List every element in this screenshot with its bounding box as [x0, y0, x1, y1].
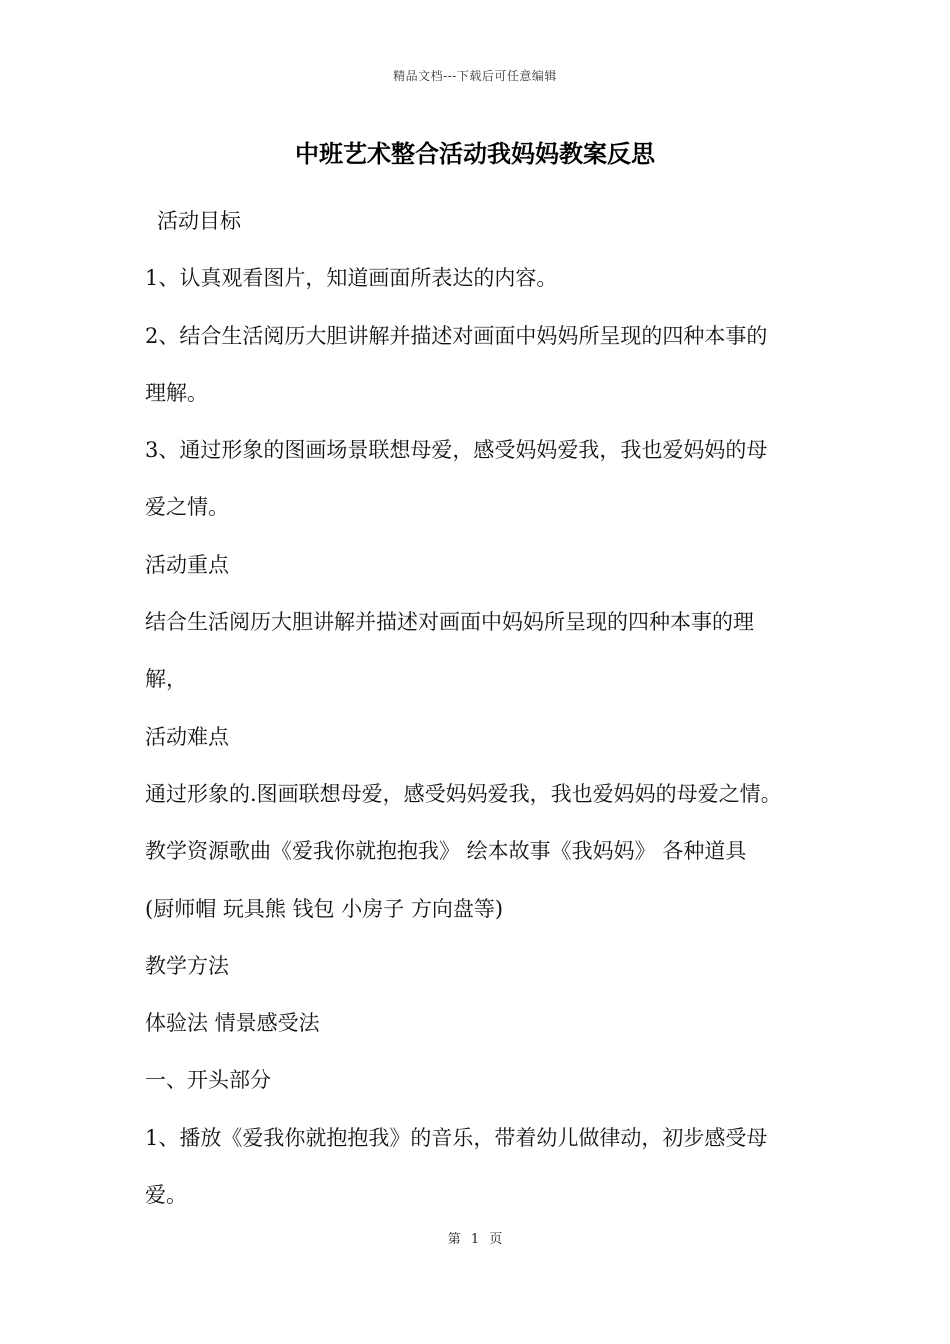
paragraph-line: 3、通过形象的图画场景联想母爱，感受妈妈爱我，我也爱妈妈的母 [145, 438, 768, 463]
paragraph-line: 爱。 [145, 1183, 187, 1208]
document-title: 中班艺术整合活动我妈妈教案反思 [295, 139, 655, 168]
paragraph-line: 解， [145, 667, 187, 692]
paragraph-line: 通过形象的.图画联想母爱，感受妈妈爱我，我也爱妈妈的母爱之情。 [145, 781, 782, 806]
paragraph-line: 结合生活阅历大胆讲解并描述对画面中妈妈所呈现的四种本事的理 [145, 610, 754, 635]
paragraph-line: 1、认真观看图片，知道画面所表达的内容。 [145, 266, 558, 291]
paragraph-line: 2、结合生活阅历大胆讲解并描述对画面中妈妈所呈现的四种本事的 [145, 323, 768, 348]
page-header: 精品文档---下载后可任意编辑 [393, 69, 557, 83]
section-heading-key-points: 活动重点 [145, 552, 229, 577]
paragraph-line: 教学资源歌曲《爱我你就抱抱我》 绘本故事《我妈妈》 各种道具 [145, 839, 747, 864]
section-heading-activity-goals: 活动目标 [157, 209, 241, 233]
section-heading-difficulties: 活动难点 [145, 724, 229, 749]
footer-prefix: 第 [447, 1232, 461, 1247]
paragraph-line: 体验法 情景感受法 [145, 1011, 320, 1036]
paragraph-line: (厨师帽 玩具熊 钱包 小房子 方向盘等) [145, 896, 504, 921]
paragraph-line: 爱之情。 [145, 495, 229, 520]
section-heading-teaching-methods: 教学方法 [145, 953, 229, 978]
paragraph-line: 1、播放《爱我你就抱抱我》的音乐，带着幼儿做律动，初步感受母 [145, 1125, 768, 1150]
page-number: 1 [470, 1232, 480, 1247]
section-heading-opening: 一、开头部分 [145, 1068, 271, 1093]
footer-suffix: 页 [489, 1232, 503, 1247]
document-body [145, 199, 825, 1230]
page-footer [0, 1228, 950, 1247]
paragraph-line: 理解。 [145, 380, 208, 405]
